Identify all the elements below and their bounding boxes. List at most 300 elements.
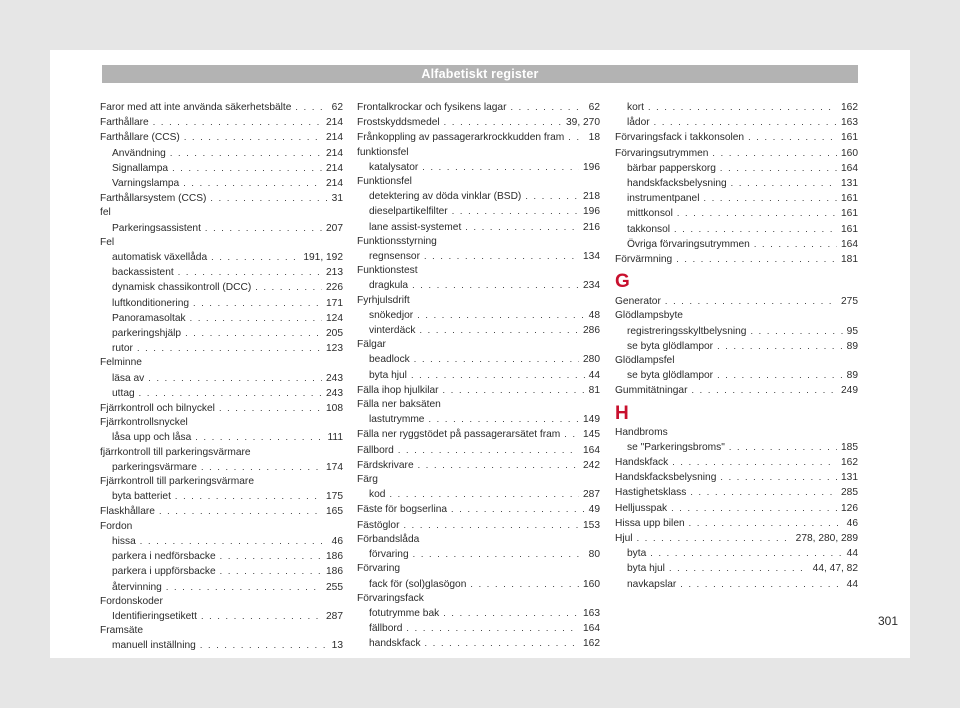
dot-leader [428,412,579,426]
entry-term: Generator [615,296,661,308]
index-entry [357,518,600,533]
index-entry [615,485,858,500]
entry-term: katalysator [369,161,419,173]
dot-leader [172,161,322,175]
index-entry [357,443,600,458]
index-subentry [357,368,600,383]
dot-leader [417,308,584,322]
page-reference: 126 [841,502,858,514]
index-heading: fjärrkontroll till parkeringsvärmare [100,446,251,458]
dot-leader [178,265,322,279]
dot-leader [510,100,584,114]
index-heading: Förbandslåda [357,533,420,545]
page-reference: 163 [583,607,600,619]
entry-term: Parkeringsassistent [112,222,201,234]
dot-leader [671,501,837,515]
page-reference: 214 [326,117,343,129]
entry-term: Hissa upp bilen [615,517,685,529]
index-heading: fel [100,207,111,219]
dot-leader [443,606,579,620]
index-subentry [615,206,858,221]
entry-term: Fällbord [357,444,394,456]
page-reference: 131 [841,472,858,484]
page-reference: 214 [326,132,343,144]
page-reference: 249 [841,385,858,397]
entry-term: Frontalkrockar och fysikens lagar [357,102,507,113]
index-subentry [100,549,343,564]
page-reference: 278, 280, 289 [795,533,858,545]
dot-leader [411,368,585,382]
page-reference: 46 [846,517,858,529]
dot-leader [419,323,579,337]
index-entry [615,130,858,145]
index-subentry [100,371,343,386]
entry-term: instrumentpanel [627,193,700,205]
entry-term: Fjärrkontroll och bilnyckel [100,403,215,415]
dot-leader [220,549,322,563]
page-reference: 214 [326,162,343,174]
index-entry [615,531,858,546]
dot-leader [201,609,322,623]
page-reference: 44 [846,578,858,590]
entry-term: byta hjul [627,563,665,575]
index-subentry [100,430,343,445]
index-heading: Funktionsfel [357,176,412,188]
page-reference: 214 [326,147,343,159]
dot-leader [654,115,837,129]
page-reference: 81 [588,384,600,396]
index-entry [357,383,600,398]
page-reference: 186 [326,551,343,563]
index-entry [357,502,600,517]
page-reference: 161 [841,193,858,205]
index-column-1 [100,100,343,654]
entry-term: förvaring [369,549,409,561]
dot-leader [159,504,322,518]
dot-leader [175,489,322,503]
page-reference: 62 [588,102,600,113]
entry-term: läsa av [112,372,145,384]
index-entry [100,191,343,206]
page-reference: 205 [326,328,343,340]
page-reference: 153 [583,519,600,531]
index-heading: Felminne [100,357,142,369]
dot-leader [669,561,809,575]
dot-leader [680,577,842,591]
entry-term: Hastighetsklass [615,487,687,499]
index-subentry [615,324,858,339]
page-reference: 196 [583,206,600,218]
dot-leader [717,339,843,353]
index-entry [615,470,858,485]
index-subentry [357,189,600,204]
index-entry [100,401,343,416]
entry-term: fotutrymme bak [369,607,440,619]
dot-leader [195,430,323,444]
index-entry [615,455,858,470]
section-letter: G [615,271,630,293]
index-entry [615,516,858,531]
entry-term: regnsensor [369,251,420,263]
index-heading: Framsäte [100,625,144,637]
index-subentry [100,460,343,475]
index-heading: Fordon [100,520,133,532]
entry-term: Handskfack [615,457,669,469]
page-reference: 160 [841,147,858,159]
entry-term: se byta glödlampor [627,340,714,352]
page-reference: 162 [583,638,600,650]
page-reference: 80 [588,549,600,561]
dot-leader [140,534,328,548]
page-reference: 89 [846,370,858,382]
entry-term: dynamisk chassikontroll (DCC) [112,282,252,294]
page-reference: 13 [331,640,343,652]
page-reference: 286 [583,325,600,337]
entry-term: uttag [112,387,135,399]
index-subentry [357,308,600,323]
dot-leader [148,371,322,385]
dot-leader [750,324,842,338]
page-reference: 165 [326,506,343,518]
dot-leader [424,249,579,263]
dot-leader [720,161,837,175]
page-reference: 285 [841,487,858,499]
entry-term: Övriga förvaringsutrymmen [627,238,750,250]
entry-term: handskfacksbelysning [627,178,727,190]
dot-leader [210,191,327,205]
entry-term: Helljusspak [615,502,668,514]
page-reference: 161 [841,132,858,144]
entry-term: detektering av döda vinklar (BSD) [369,191,522,203]
index-subentry [615,222,858,237]
index-subentry [357,249,600,264]
page-reference: 255 [326,581,343,593]
page-reference: 123 [326,343,343,355]
page-reference: 164 [583,623,600,635]
entry-term: kod [369,489,386,501]
index-entry [615,294,858,309]
dot-leader [170,146,322,160]
index-subentry [615,440,858,455]
page-reference: 18 [588,132,600,144]
dot-leader [525,189,579,203]
entry-term: lådor [627,117,650,129]
page-reference: 44 [846,548,858,560]
page-reference: 62 [331,102,343,113]
index-heading: funktionsfel [357,146,409,158]
entry-term: kort [627,102,644,113]
entry-term: manuell inställning [112,640,196,652]
dot-leader [403,518,579,532]
page-reference: 214 [326,178,343,190]
dot-leader [712,146,837,160]
dot-leader [677,206,837,220]
index-subentry [100,341,343,356]
index-subentry [100,326,343,341]
dot-leader [255,280,322,294]
page-reference: 162 [841,457,858,469]
index-subentry [357,160,600,175]
index-heading: Handbroms [615,426,668,438]
entry-term: parkera i nedförsbacke [112,551,216,563]
page-reference: 175 [326,491,343,503]
index-subentry [100,311,343,326]
entry-term: Förvärmning [615,254,673,266]
dot-leader [452,204,579,218]
index-heading: Fjärrkontroll till parkeringsvärmare [100,476,254,488]
index-entry [100,115,343,130]
index-subentry [100,609,343,624]
page-reference: 186 [326,566,343,578]
entry-term: bärbar papperskorg [627,162,716,174]
dot-leader [406,621,579,635]
entry-term: Användning [112,147,166,159]
index-subentry [100,580,343,595]
dot-leader [451,502,585,516]
index-subentry [615,161,858,176]
entry-term: Fästöglor [357,519,400,531]
page-reference: 160 [583,578,600,590]
index-heading: Färg [357,474,378,486]
index-entry [357,458,600,473]
page-reference: 213 [326,267,343,279]
page-reference: 161 [841,208,858,220]
dot-leader [676,252,837,266]
entry-term: parkeringshjälp [112,328,182,340]
index-subentry [100,221,343,236]
entry-term: Handskfacksbelysning [615,472,717,484]
page-reference: 145 [583,429,600,441]
index-entry [357,427,600,442]
index-subentry [615,546,858,561]
index-subentry [357,204,600,219]
index-subentry [357,621,600,636]
dot-leader [398,443,579,457]
page-reference: 174 [326,461,343,473]
page-reference: 181 [841,254,858,266]
entry-term: Frånkoppling av passagerarkrockkudden fram [357,132,565,144]
page-reference: 95 [846,325,858,337]
index-heading: Fordonskoder [100,595,163,607]
index-heading: Fälgar [357,339,386,351]
page-reference: 111 [327,432,343,444]
index-subentry [100,265,343,280]
entry-term: lastutrymme [369,414,425,426]
index-heading: Fälla ner baksäten [357,399,441,411]
page-reference: 234 [583,280,600,292]
entry-term: Faror med att inte använda säkerhetsbälte [100,102,292,113]
entry-term: Panoramasoltak [112,312,186,324]
dot-leader [139,386,322,400]
index-subentry [100,296,343,311]
index-subentry [100,489,343,504]
dot-leader [443,383,585,397]
page-reference: 185 [841,441,858,453]
index-heading: Fjärrkontrollsnyckel [100,417,188,429]
index-subentry [615,368,858,383]
entry-term: byta batteriet [112,491,171,503]
index-subentry [615,339,858,354]
page-reference: 280 [583,354,600,366]
index-heading: Glödlampsfel [615,355,675,367]
dot-leader [193,296,322,310]
page-reference: 191, 192 [303,252,343,264]
index-heading: Förvaring [357,563,401,575]
page-reference: 216 [583,221,600,233]
entry-term: Signallampa [112,162,169,174]
entry-term: Farthållare (CCS) [100,132,180,144]
page-header: Alfabetiskt register [102,65,858,83]
index-subentry [100,386,343,401]
page-reference: 48 [588,309,600,321]
entry-term: Farthållarsystem (CCS) [100,193,207,205]
dot-leader [720,470,837,484]
page-reference: 134 [583,251,600,263]
dot-leader [422,160,579,174]
index-subentry [357,323,600,338]
page-reference: 39, 270 [566,117,600,129]
entry-term: backassistent [112,267,174,279]
dot-leader [295,100,327,114]
index-subentry [615,577,858,592]
entry-term: parkeringsvärmare [112,461,197,473]
index-entry [100,100,343,115]
dot-leader [205,221,322,235]
dot-leader [153,115,322,129]
index-subentry [100,146,343,161]
entry-term: automatisk växellåda [112,252,208,264]
page-reference: 275 [841,296,858,308]
page-reference: 171 [326,297,343,309]
entry-term: byta [627,548,647,560]
index-subentry [100,250,343,265]
entry-term: Förvaringsfack i takkonsolen [615,132,745,144]
entry-term: hissa [112,535,136,547]
entry-term: se "Parkeringsbroms" [627,441,725,453]
entry-term: återvinning [112,581,162,593]
entry-term: vinterdäck [369,325,416,337]
page-reference: 242 [583,459,600,471]
dot-leader [184,130,322,144]
dot-leader [704,191,838,205]
index-heading: Förvaringsfack [357,592,424,604]
index-subentry [100,638,343,653]
index-subentry [615,176,858,191]
index-subentry [615,191,858,206]
index-entry [615,252,858,267]
index-subentry [357,220,600,235]
index-subentry [100,534,343,549]
dot-leader [185,326,322,340]
page-reference: 162 [841,102,858,113]
entry-term: fack för (sol)glasögon [369,578,467,590]
index-entry [357,130,600,145]
entry-term: lane assist-systemet [369,221,462,233]
dot-leader [444,115,562,129]
index-column-2 [357,100,600,652]
index-subentry [357,352,600,367]
entry-term: Flaskhållare [100,506,155,518]
dot-leader [190,311,322,325]
page-reference: 164 [583,444,600,456]
index-subentry [357,412,600,427]
entry-term: navkapslar [627,578,677,590]
index-heading: Fel [100,236,115,248]
dot-leader [201,460,322,474]
dot-leader [470,577,579,591]
index-entry [100,130,343,145]
page-reference: 131 [841,178,858,190]
dot-leader [425,636,579,650]
index-subentry [100,564,343,579]
entry-term: mittkonsol [627,208,673,220]
page-reference: 243 [326,387,343,399]
dot-leader [412,278,579,292]
page-reference: 149 [583,414,600,426]
page-reference: 243 [326,372,343,384]
page-number: 301 [877,614,898,628]
entry-term: snökedjor [369,309,414,321]
dot-leader [731,176,837,190]
index-subentry [615,115,858,130]
entry-term: rutor [112,343,133,355]
entry-term: parkera i uppförsbacke [112,566,216,578]
index-entry [357,100,600,115]
index-entry [615,146,858,161]
page-reference: 161 [841,223,858,235]
dot-leader [418,458,579,472]
dot-leader [674,222,837,236]
dot-leader [389,487,579,501]
dot-leader [211,250,299,264]
dot-leader [465,220,579,234]
index-subentry [357,547,600,562]
entry-term: låsa upp och låsa [112,432,192,444]
page-reference: 164 [841,162,858,174]
page-reference: 124 [326,312,343,324]
page-reference: 89 [846,340,858,352]
entry-term: Färdskrivare [357,459,414,471]
dot-leader [729,440,837,454]
entry-term: dragkula [369,280,409,292]
page-reference: 287 [326,610,343,622]
index-subentry [357,577,600,592]
dot-leader [413,547,585,561]
entry-term: takkonsol [627,223,671,235]
index-subentry [615,237,858,252]
dot-leader [219,401,322,415]
page-reference: 44 [588,369,600,381]
dot-leader [689,516,843,530]
entry-term: fällbord [369,623,403,635]
page-reference: 287 [583,489,600,501]
dot-leader [220,564,322,578]
dot-leader [183,176,322,190]
entry-term: registreringsskyltbelysning [627,325,747,337]
page-reference: 163 [841,117,858,129]
entry-term: byta hjul [369,369,407,381]
dot-leader [414,352,579,366]
dot-leader [166,580,322,594]
page-reference: 196 [583,161,600,173]
index-heading: Funktionsstyrning [357,235,437,247]
index-subentry [357,278,600,293]
index-page [50,50,910,658]
entry-term: beadlock [369,354,410,366]
index-subentry [100,161,343,176]
dot-leader [564,427,579,441]
dot-leader [748,130,837,144]
